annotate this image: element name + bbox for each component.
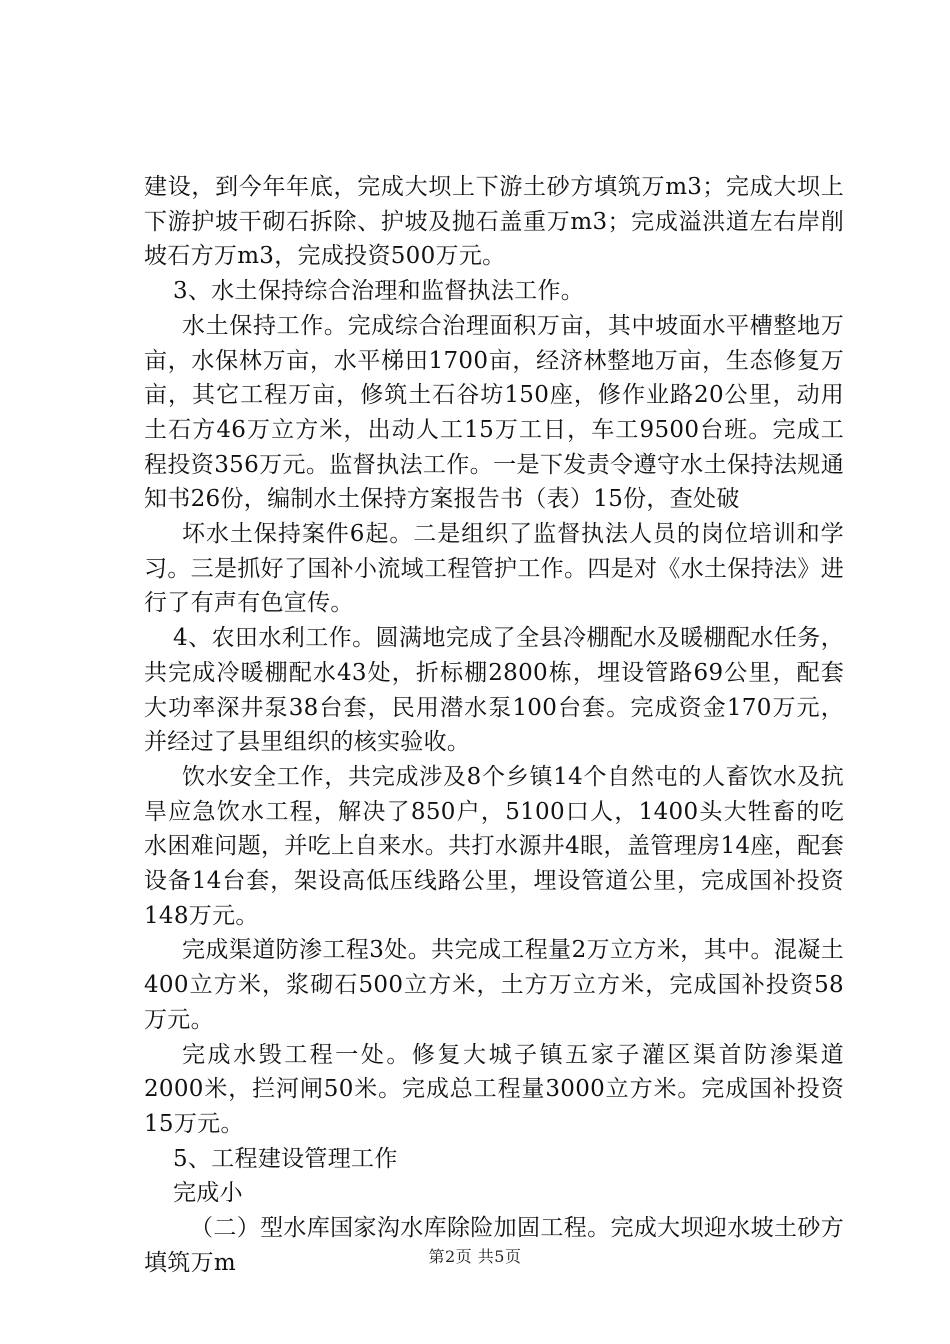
paragraph-canal-seepage: 完成渠道防渗工程3处。共完成工程量2万立方米，其中。混凝土400立方米，浆砌石500立方米，土方万立方米，完成国补投资58万元。 xyxy=(144,937,844,1033)
paragraph-completed-small: 完成小 xyxy=(173,1180,243,1207)
paragraph-soil-conservation-work: 水土保持工作。完成综合治理面积万亩，其中坡面水平槽整地万亩，水保林万亩，水平梯田1700亩，经济林整地万亩，生态修复万亩，其它工程万亩，修筑土石谷坊150座，修作业路20公里，动用土石方46万立方米，出动人工15万工日，车工9500台班。完成工程投资356万元。监督执法工作。一是下发责令遵守水土保持法规通知书26份，编制水土保持方案报告书（表）15份，查处破 xyxy=(144,312,844,513)
document-body xyxy=(144,170,844,1281)
paragraph-reservoir-reinforcement: （二）型水库国家沟水库除险加固工程。完成大坝迎水坡土砂方填筑万m xyxy=(144,1215,844,1276)
paragraph-drinking-water-safety: 饮水安全工作，共完成涉及8个乡镇14个自然屯的人畜饮水及抗旱应急饮水工程，解决了850户，5100口人，1400头大牲畜的吃水困难问题，并吃上自来水。共打水源井4眼，盖管理房14座，配套设备14台套，架设高低压线路公里，埋设管道公里，完成国补投资148万元。 xyxy=(144,763,844,929)
heading-soil-conservation: 3、水土保持综合治理和监督执法工作。 xyxy=(173,278,585,305)
page-number-footer: 第2页 共5页 xyxy=(428,1247,522,1266)
paragraph-law-enforcement: 坏水土保持案件6起。二是组织了监督执法人员的岗位培训和学习。三是抓好了国补小流域工程管护工作。四是对《水土保持法》进行了有声有色宣传。 xyxy=(144,521,844,617)
paragraph-dam-construction: 建设，到今年年底，完成大坝上下游土砂方填筑万m3；完成大坝上下游护坡干砌石拆除、护坡及抛石盖重万m3；完成溢洪道左右岸削坡石方万m3，完成投资500万元。 xyxy=(144,174,844,270)
paragraph-flood-damage-repair: 完成水毁工程一处。修复大城子镇五家子灌区渠首防渗渠道2000米，拦河闸50米。完成总工程量3000立方米。完成国补投资15万元。 xyxy=(144,1041,844,1137)
heading-project-management: 5、工程建设管理工作 xyxy=(173,1145,398,1172)
paragraph-farmland-irrigation: 4、农田水利工作。圆满地完成了全县冷棚配水及暖棚配水任务，共完成冷暖棚配水43处，折标棚2800栋，埋设管路69公里，配套大功率深井泵38台套，民用潜水泵100台套。完成资金170万元，并经过了县里组织的核实验收。 xyxy=(144,625,844,756)
